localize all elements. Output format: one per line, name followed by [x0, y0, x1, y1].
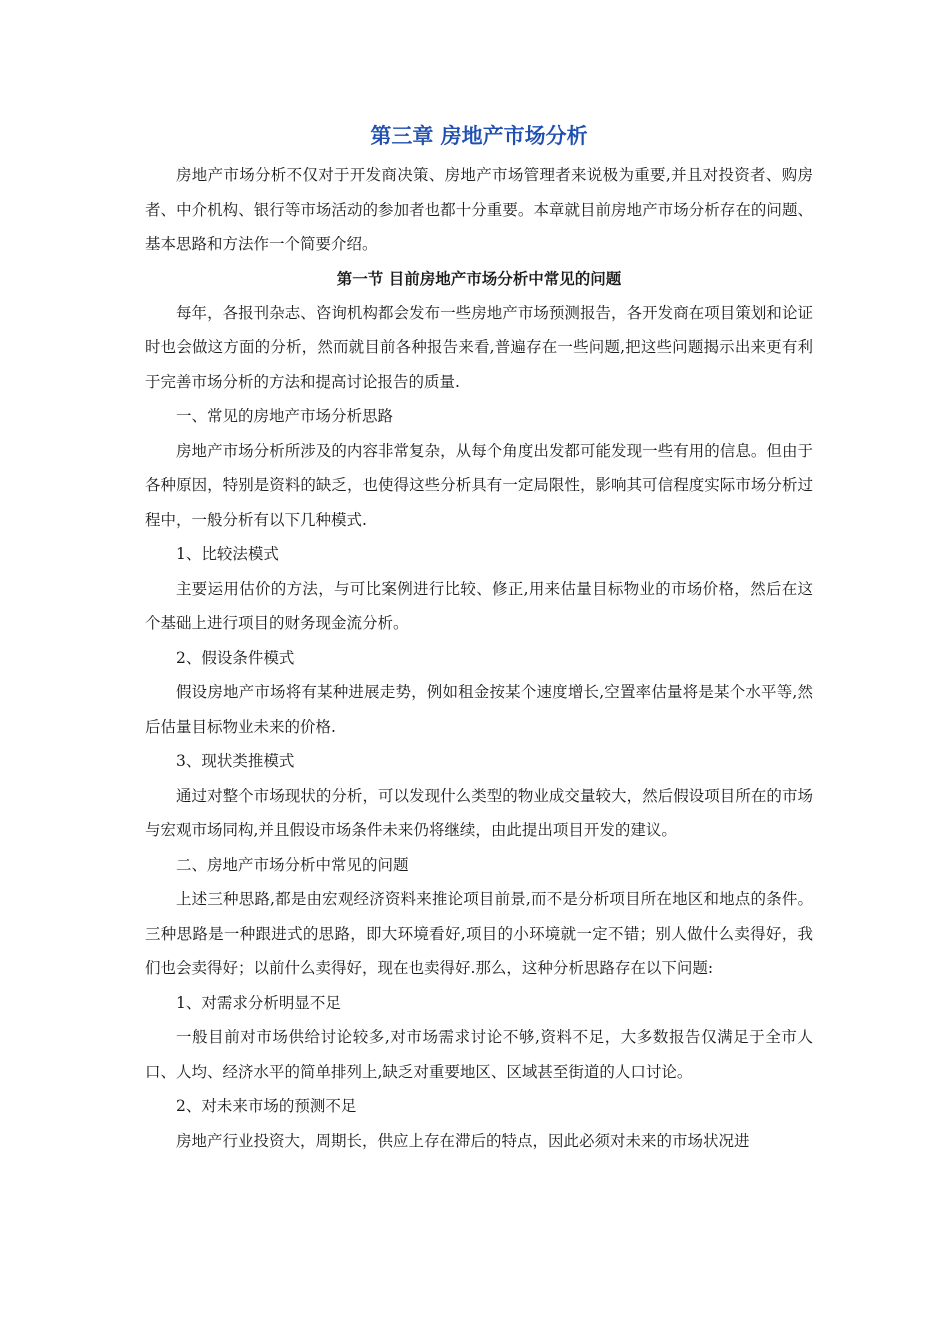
document-page	[145, 118, 813, 1158]
paragraph-mode-1: 主要运用估价的方法，与可比案例进行比较、修正,用来估量目标物业的市场价格，然后在这个基础上进行项目的财务现金流分析。	[145, 579, 813, 632]
paragraph-thinking: 房地产市场分析所涉及的内容非常复杂，从每个角度出发都可能发现一些有用的信息。但由于各种原因，特别是资料的缺乏，也使得这些分析具有一定局限性，影响其可信程度实际市场分析过程中，一般分析有以下几种模式.	[145, 441, 813, 529]
paragraph-problem-2: 房地产行业投资大，周期长，供应上存在滞后的特点，因此必须对未来的市场状况进	[176, 1131, 750, 1150]
intro-paragraph: 房地产市场分析不仅对于开发商决策、房地产市场管理者来说极为重要,并且对投资者、购房者、中介机构、银行等市场活动的参加者也都十分重要。本章就目前房地产市场分析存在的问题、基本思路和方法作一个简要介绍。	[145, 166, 813, 253]
paragraph-yearly-reports: 每年，各报刊杂志、咨询机构都会发布一些房地产市场预测报告，各开发商在项目策划和论证时也会做这方面的分析，然而就目前各种报告来看,普遍存在一些问题,把这些问题揭示出来更有利于完善市场分析的方法和提高讨论报告的质量.	[145, 303, 813, 391]
heading-mode-2: 2、假设条件模式	[176, 648, 295, 667]
paragraph-problem-1: 一般目前对市场供给讨论较多,对市场需求讨论不够,资料不足，大多数报告仅满足于全市人口、人均、经济水平的简单排列上,缺乏对重要地区、区域甚至街道的人口讨论。	[145, 1028, 813, 1081]
heading-mode-3: 3、现状类推模式	[176, 752, 295, 770]
heading-mode-1: 1、比较法模式	[176, 545, 279, 563]
paragraph-problems: 上述三种思路,都是由宏观经济资料来推论项目前景,而不是分析项目所在地区和地点的条件。三种思路是一种跟进式的思路，即大环境看好,项目的小环境就一定不错；别人做什么卖得好，我们也会卖得好；以前什么卖得好，现在也卖得好.那么，这种分析思路存在以下问题:	[145, 890, 813, 977]
paragraph-mode-2: 假设房地产市场将有某种进展走势，例如租金按某个速度增长,空置率估量将是某个水平等,然后估量目标物业未来的价格.	[145, 683, 813, 736]
paragraph-mode-3: 通过对整个市场现状的分析，可以发现什么类型的物业成交量较大，然后假设项目所在的市场与宏观市场同构,并且假设市场条件未来仍将继续，由此提出项目开发的建议。	[145, 786, 813, 839]
heading-problem-2: 2、对未来市场的预测不足	[176, 1097, 357, 1115]
heading-common-thinking: 一、常见的房地产市场分析思路	[176, 407, 394, 425]
heading-common-problems: 二、房地产市场分析中常见的问题	[176, 855, 409, 874]
chapter-title: 第三章 房地产市场分析	[370, 124, 588, 148]
heading-problem-1: 1、对需求分析明显不足	[176, 993, 341, 1012]
section-title: 第一节 目前房地产市场分析中常见的问题	[336, 268, 622, 288]
